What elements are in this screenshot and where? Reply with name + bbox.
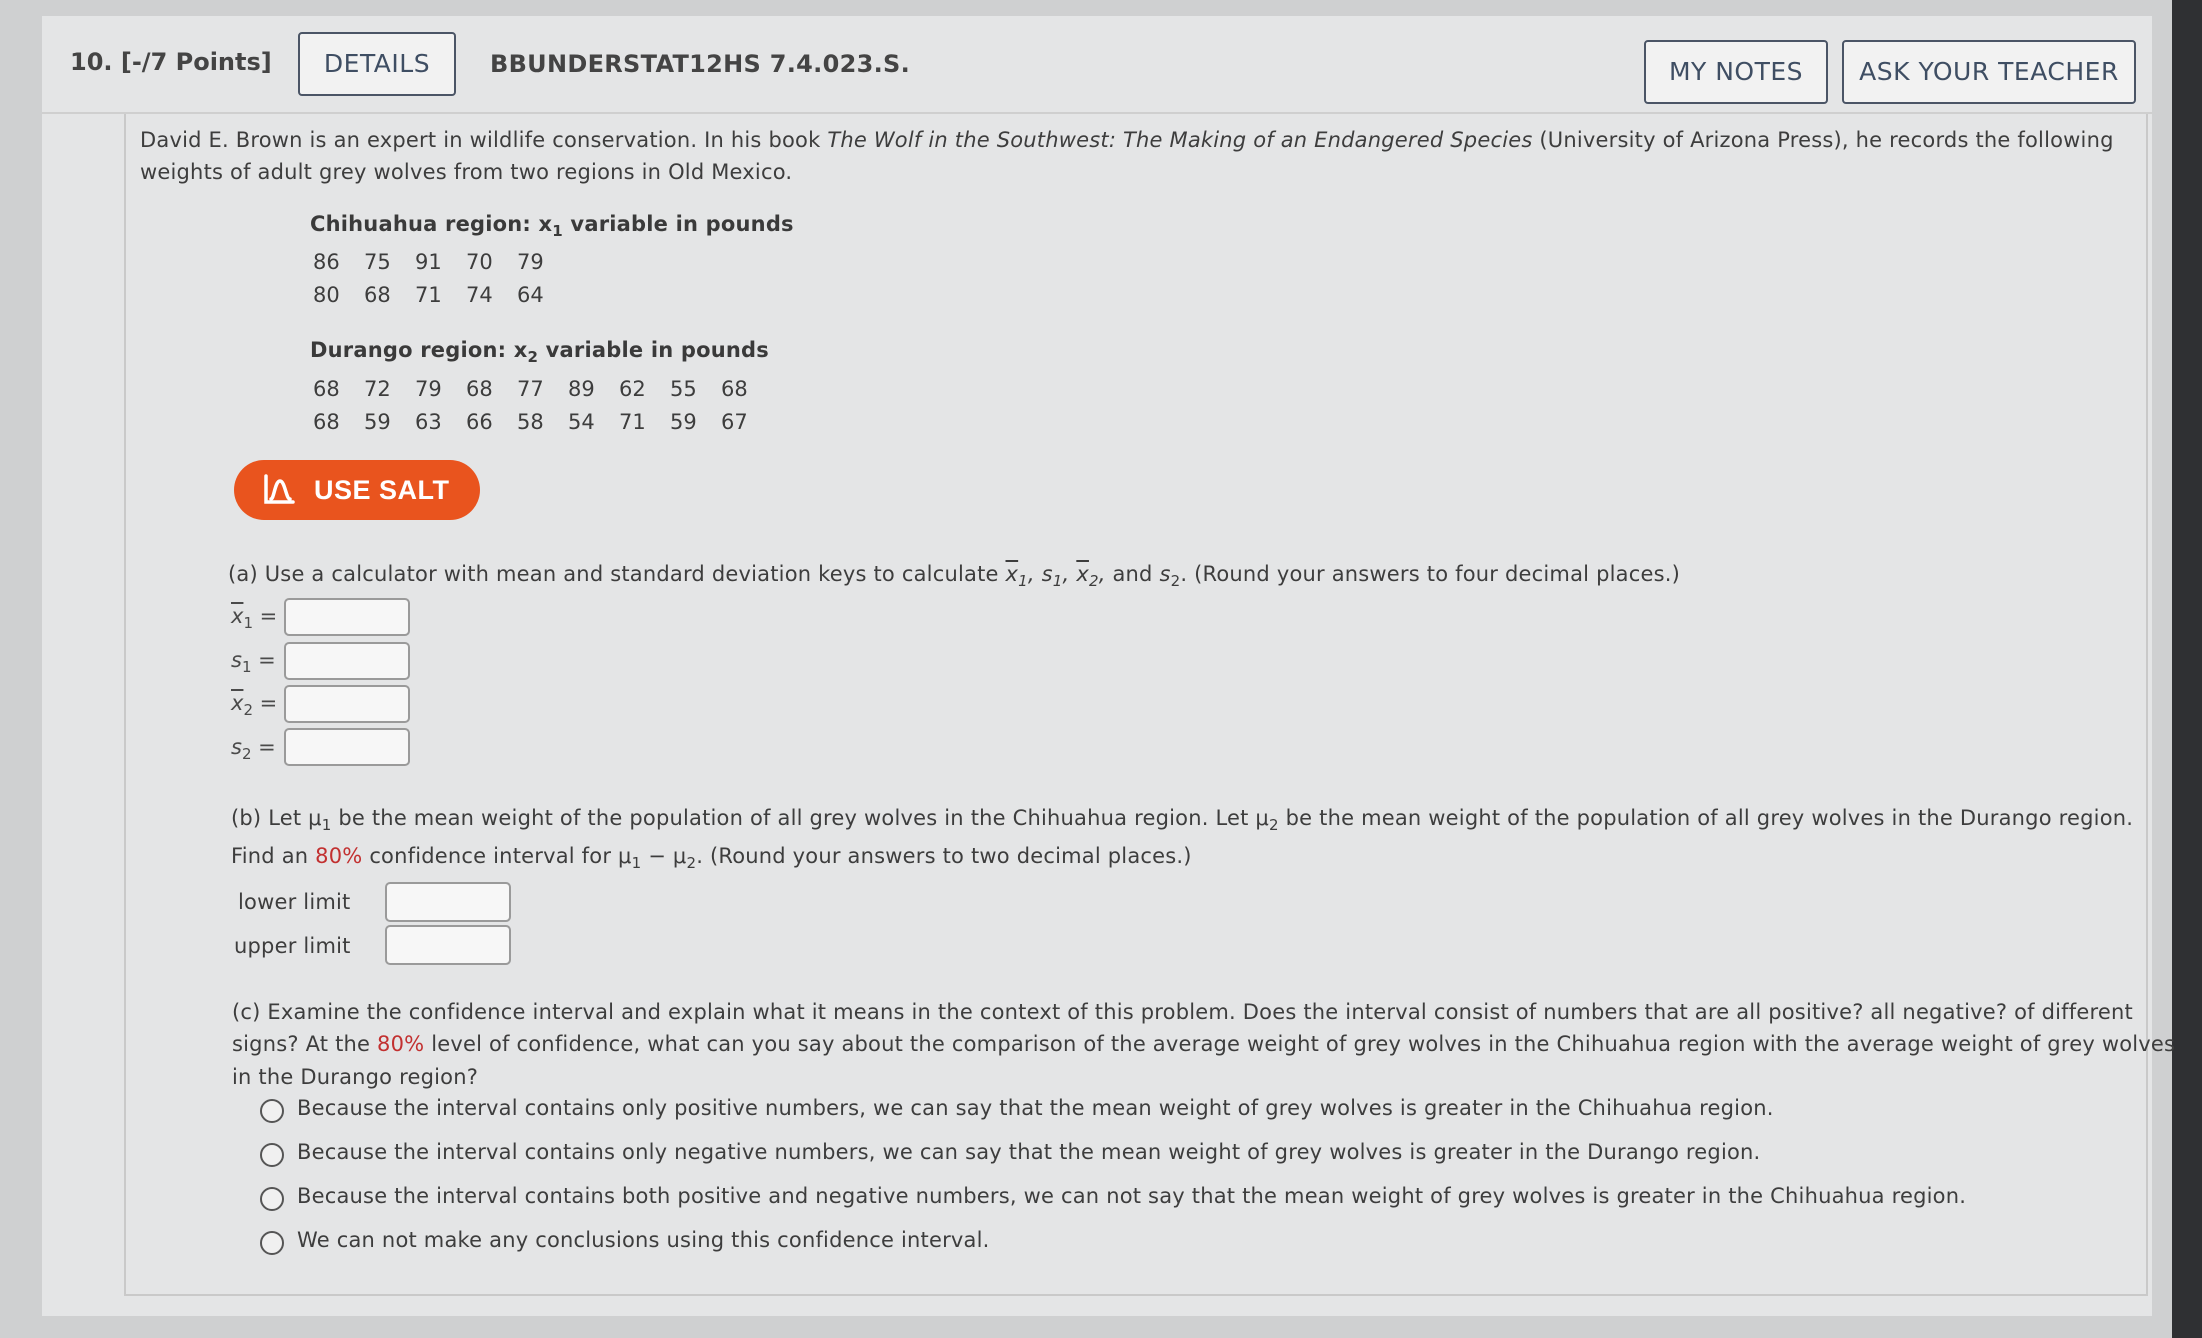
upper-limit-label: upper limit [234,934,351,958]
use-salt-button[interactable]: USE SALT [234,460,480,520]
intro-line-2: weights of adult grey wolves from two regions in Old Mexico. [140,160,793,184]
chihuahua-value: 79 [517,250,544,274]
durango-row [313,410,772,443]
durango-value: 68 [721,377,748,401]
question-header [42,22,2152,114]
option-1-radio[interactable] [260,1099,284,1123]
lower-limit-label: lower limit [238,890,351,914]
lower-limit-input[interactable] [385,882,511,922]
durango-value: 79 [415,377,442,401]
option-2-radio[interactable] [260,1143,284,1167]
chihuahua-row [313,250,568,283]
xbar1-label: $\overline{x}_1$ = [231,604,278,633]
chihuahua-value: 91 [415,250,442,274]
durango-value: 66 [466,410,493,434]
durango-row [313,377,772,410]
xbar2-input[interactable] [284,685,410,723]
durango-value: 67 [721,410,748,434]
part-b-line-1: (b) Let $\mu_1$ be the mean weight of the population of all grey wolves in the Chihuahua region. Let $\mu_2$ be the mean weight of the population of all grey wolves in the Durango region. [231,806,2134,835]
durango-value: 68 [313,410,340,434]
confidence-level: 80% [315,844,363,868]
durango-value: 59 [670,410,697,434]
durango-data-table [313,377,772,443]
option-4-radio[interactable] [260,1231,284,1255]
upper-limit-input[interactable] [385,925,511,965]
option-3-label[interactable]: Because the interval contains both positive and negative numbers, we can not say that the mean weight of grey wolves is greater in the Chihuahua region. [297,1184,1967,1208]
durango-value: 55 [670,377,697,401]
durango-value: 72 [364,377,391,401]
xbar2-label: $\overline{x}_2$ = [231,691,278,720]
durango-heading: Durango region: $x_2$ variable in pounds [310,338,769,367]
option-1-label[interactable]: Because the interval contains only positive numbers, we can say that the mean weight of grey wolves is greater in the Chihuahua region. [297,1096,1774,1120]
chihuahua-value: 74 [466,283,493,307]
durango-value: 62 [619,377,646,401]
chihuahua-value: 70 [466,250,493,274]
chihuahua-value: 71 [415,283,442,307]
intro-line-1: David E. Brown is an expert in wildlife conservation. In his book The Wolf in the Southwest: The Making of an Endangered Species (University of Arizona Press), he records the following [140,128,2114,152]
chihuahua-value: 75 [364,250,391,274]
question-code: BBUNDERSTAT12HS 7.4.023.S. [490,50,911,78]
durango-value: 89 [568,377,595,401]
option-4-label[interactable]: We can not make any conclusions using this confidence interval. [297,1228,990,1252]
my-notes-button[interactable]: MY NOTES [1644,40,1828,104]
durango-value: 54 [568,410,595,434]
s1-label: $s_1$ = [231,648,276,677]
chihuahua-heading: Chihuahua region: $x_1$ variable in pounds [310,212,794,241]
details-button[interactable]: DETAILS [298,32,456,96]
s1-input[interactable] [284,642,410,680]
screen-edge [2172,0,2202,1338]
ask-teacher-button[interactable]: ASK YOUR TEACHER [1842,40,2136,104]
salt-chart-icon [262,473,296,507]
durango-value: 68 [313,377,340,401]
durango-value: 68 [466,377,493,401]
durango-value: 59 [364,410,391,434]
durango-value: 77 [517,377,544,401]
durango-value: 58 [517,410,544,434]
chihuahua-row [313,283,568,316]
part-c-line-1: (c) Examine the confidence interval and explain what it means in the context of this problem. Does the interval consist of numbers that are all positive? all negative? of different [232,1000,2133,1024]
durango-value: 71 [619,410,646,434]
chihuahua-value: 80 [313,283,340,307]
part-b-line-2: Find an 80% confidence interval for $\mu_1 - \mu_2$. (Round your answers to two decimal places.) [231,844,1192,873]
confidence-level: 80% [377,1032,425,1056]
s2-label: $s_2$ = [231,735,276,764]
part-c-line-2: signs? At the 80% level of confidence, what can you say about the comparison of the average weight of grey wolves in the Chihuahua region with the average weight of grey wolves [232,1032,2176,1056]
option-3-radio[interactable] [260,1187,284,1211]
chihuahua-value: 86 [313,250,340,274]
option-2-label[interactable]: Because the interval contains only negative numbers, we can say that the mean weight of grey wolves is greater in the Durango region. [297,1140,1761,1164]
xbar1-input[interactable] [284,598,410,636]
durango-value: 63 [415,410,442,434]
book-title: The Wolf in the Southwest: The Making of an Endangered Species [827,128,1533,152]
s2-input[interactable] [284,728,410,766]
chihuahua-value: 64 [517,283,544,307]
question-number: 10. [-/7 Points] [70,48,272,76]
part-a-prompt: (a) Use a calculator with mean and standard deviation keys to calculate $\overline{x}_1$, $s_1$, $\overline{x}_2$, and $s_2$. (Round your answers to four decimal places.) [228,562,1680,591]
chihuahua-data-table [313,250,568,316]
chihuahua-value: 68 [364,283,391,307]
part-c-line-3: in the Durango region? [232,1065,479,1089]
